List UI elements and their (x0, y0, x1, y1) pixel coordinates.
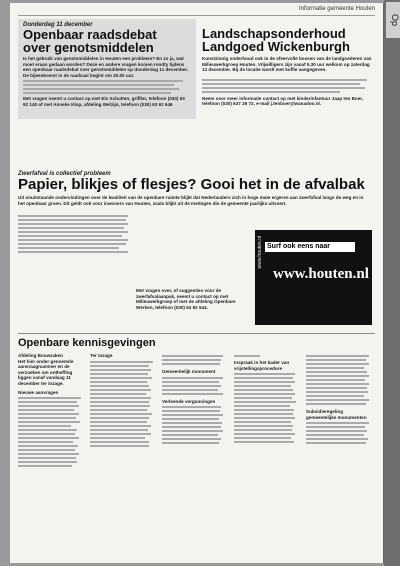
text-rule (202, 87, 365, 89)
text-rule (18, 453, 79, 455)
text-rule (234, 385, 291, 387)
text-rule (306, 371, 367, 373)
text-rule (306, 430, 367, 432)
text-rule (162, 434, 218, 436)
text-rule (234, 377, 293, 379)
text-rule (18, 247, 119, 249)
text-rule (162, 426, 221, 428)
col2-head: Ter inzage (90, 353, 113, 358)
advert-side-text: www.houten.nl (257, 236, 263, 269)
announcements-title: Openbare kennisgevingen (18, 337, 156, 349)
text-rule (162, 406, 221, 408)
text-rule (234, 389, 293, 391)
text-rule (90, 437, 145, 439)
text-rule (18, 215, 128, 217)
text-rule (306, 395, 364, 397)
text-rule (234, 393, 295, 395)
text-rule (90, 417, 149, 419)
text-rule (18, 223, 128, 225)
announcements-col2 (90, 353, 156, 449)
text-rule (90, 405, 150, 407)
text-rule (162, 410, 220, 412)
text-rule (90, 393, 146, 395)
text-rule (162, 381, 219, 383)
feature-title: Papier, blikjes of flesjes? Gooi het in de afvalbak (18, 176, 365, 193)
text-rule (90, 373, 148, 375)
text-rule (18, 413, 79, 415)
text-rule (202, 91, 340, 93)
text-rule (18, 409, 74, 411)
adjacent-page-label: Op (386, 2, 400, 38)
text-rule (162, 442, 219, 444)
article-genotsmiddelen (18, 19, 196, 119)
col1-lead: Het hier onder genoemde aanvraagnummer en de verzoeken om ontheffing liggen vanaf vandaag 11 december ter inzage. (18, 358, 74, 386)
houten-advert[interactable] (255, 230, 372, 325)
text-rule (23, 80, 183, 82)
text-rule (162, 359, 221, 361)
text-rule (306, 403, 366, 405)
text-rule (18, 405, 79, 407)
article2-title-line2: Landgoed Wickenburgh (202, 39, 350, 54)
text-rule (162, 418, 219, 420)
article1-title-line2: over genotsmiddelen (23, 40, 154, 55)
text-rule (162, 377, 223, 379)
text-rule (90, 433, 151, 435)
col3-head: Gemeentelijk monument (162, 369, 216, 374)
text-rule (306, 359, 366, 361)
text-rule (306, 387, 367, 389)
col4-head: Inspraak in het kader van vrijstellingsprocedure (234, 360, 290, 371)
text-rule (306, 363, 369, 365)
text-rule (18, 231, 128, 233)
text-rule (234, 425, 293, 427)
article-landgoed (202, 19, 374, 107)
announcements-section (18, 333, 375, 549)
text-rule (18, 457, 76, 459)
text-rule (18, 227, 124, 229)
article1-lead: Is het gebruik van genotsmiddelen in Houten een probleem? En zo ja, wat moet eraan gedaan worden? Deze en andere vragen komen rondty tijdens een openbaar raadsdebat over genotsmiddelen op donderdag 11 december. De bijeenkomst in de raadzaal begint om 20.00 uur. (23, 56, 189, 78)
text-rule (18, 449, 75, 451)
text-rule (90, 421, 147, 423)
text-rule (90, 365, 149, 367)
text-rule (18, 441, 73, 443)
text-rule (234, 381, 295, 383)
feature-kicker: Zwerfafval is collectief probleem (18, 171, 111, 177)
text-rule (18, 401, 77, 403)
article1-kicker: Donderdag 11 december (23, 22, 93, 28)
announcements-col4 (234, 353, 300, 445)
text-rule (234, 437, 291, 439)
adjacent-page-edge (384, 0, 400, 566)
text-rule (234, 401, 296, 403)
text-rule (18, 417, 76, 419)
text-rule (234, 421, 291, 423)
article2-contact: Neem voor meer informatie contact op met kinderinfantuur Jaap ten Boer, telefoon (030) 637 29 72, e-mail j.tenboer@wanadoo.nl. (202, 95, 364, 107)
announcements-col5 (306, 353, 374, 446)
text-rule (306, 391, 368, 393)
text-rule (162, 355, 223, 357)
feature-body (18, 213, 248, 325)
feature-contact: Met vragen over, of suggesties voor de zwerfafvalaanpak, neemt u contact op met Milieuwerkgroep of met de afdeling Openbare Werken, telefoon (030) 63 92 544. (136, 288, 236, 310)
text-rule (90, 445, 149, 447)
text-rule (90, 385, 149, 387)
feature-lead: Uit onuitstaande ondervindingen over de kwaliteit van de openbare ruimte blijkt dat Nederlanders zich in hoge mate ergeren aan zwerfafval langs de weg en in het openbaar groen. Dit geldt ook voor inwoners van Houten, zoals blijkt uit de metingen die de gemeente jaarlijks uitvoert. (18, 195, 364, 206)
page-header (18, 5, 375, 16)
text-rule (18, 425, 71, 427)
article1-contact: Met vragen neemt u contact op met Els Schutten, griffier, telefoon (030) 63 92 140 of met Anneke Klop, afdeling Welzijn, telefoon (030) 63 92 646 (23, 96, 185, 107)
text-rule (18, 461, 77, 463)
text-rule (162, 422, 222, 424)
text-rule (90, 441, 149, 443)
text-rule (162, 430, 223, 432)
col3-sub: Verleende vergunningen (162, 398, 216, 404)
col1-head: Afdeling Bouwzaken (18, 353, 63, 358)
text-rule (90, 425, 151, 427)
text-rule (306, 426, 365, 428)
advert-url[interactable]: www.houten.nl (273, 266, 369, 282)
text-rule (90, 401, 149, 403)
text-rule (202, 79, 367, 81)
text-rule (18, 251, 128, 253)
text-rule (18, 429, 77, 431)
text-rule (306, 379, 365, 381)
text-rule (162, 414, 223, 416)
text-rule (234, 429, 292, 431)
text-rule (18, 433, 75, 435)
text-rule (234, 433, 295, 435)
text-rule (90, 377, 152, 379)
text-rule (90, 369, 151, 371)
text-rule (18, 239, 128, 241)
text-rule (90, 409, 147, 411)
feature-zwerfafval (18, 171, 375, 206)
text-rule (23, 92, 171, 94)
col1-sub: Nieuwe aanvragen (18, 389, 59, 395)
text-rule (306, 442, 366, 444)
text-rule (306, 355, 369, 357)
text-rule (306, 375, 369, 377)
text-rule (306, 367, 364, 369)
text-rule (90, 413, 152, 415)
text-rule (90, 397, 151, 399)
text-rule (234, 373, 295, 375)
text-rule (306, 422, 369, 424)
text-rule (18, 219, 126, 221)
article2-title-line1: Landschapsonderhoud (202, 26, 346, 41)
text-rule (306, 399, 369, 401)
text-rule (306, 438, 368, 440)
text-rule (162, 393, 223, 395)
text-rule (202, 83, 360, 85)
text-rule (162, 389, 218, 391)
text-rule (234, 417, 295, 419)
text-rule (18, 243, 126, 245)
text-rule (306, 383, 369, 385)
text-rule (18, 421, 80, 423)
header-right: Informatie gemeente Houten (298, 6, 375, 12)
text-rule (162, 385, 221, 387)
text-rule (234, 405, 290, 407)
advert-tagline: Surf ook eens naar (265, 242, 355, 252)
text-rule (234, 355, 260, 357)
text-rule (162, 438, 221, 440)
text-rule (18, 235, 122, 237)
text-rule (234, 441, 294, 443)
announcements-col1 (18, 353, 84, 469)
article2-lead: Kunstzinnig onderhoud ook in de sfeervolle bossen van de landgoederen van Milieuwerkgroep Houten. Vrijwilligers zijn vanaf 9.30 uur welkom op zaterdag 13 december. Bij de locatie wordt met koffie aangegeven. (202, 56, 372, 73)
text-rule (23, 84, 174, 86)
text-rule (234, 413, 293, 415)
text-rule (90, 381, 147, 383)
newspaper-page (10, 3, 383, 563)
text-rule (18, 437, 79, 439)
text-rule (18, 445, 78, 447)
text-rule (90, 389, 151, 391)
col5-head: Subsidieregeling gemeentelijke monumenten (306, 409, 367, 420)
announcements-col3 (162, 353, 228, 446)
text-rule (90, 361, 153, 363)
text-rule (234, 397, 292, 399)
text-rule (18, 397, 81, 399)
text-rule (90, 429, 148, 431)
text-rule (23, 88, 179, 90)
text-rule (18, 465, 72, 467)
text-rule (234, 409, 294, 411)
article1-title-line1: Openbaar raadsdebat (23, 27, 157, 42)
text-rule (306, 434, 364, 436)
text-rule (162, 363, 220, 365)
